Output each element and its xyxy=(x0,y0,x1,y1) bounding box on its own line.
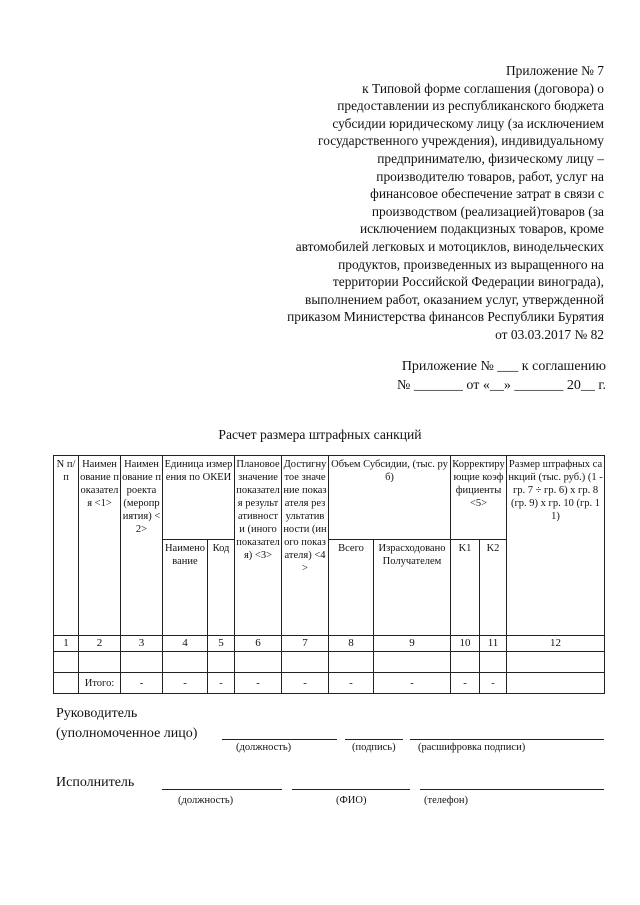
exec-name-line xyxy=(292,789,410,790)
head-signature-line xyxy=(345,739,403,740)
col-number: 4 xyxy=(163,636,208,652)
caption-exec-name: (ФИО) xyxy=(336,795,367,806)
header-line: предоставлении из республиканского бюджета xyxy=(337,98,604,114)
header-line: выполнением работ, оказанием услуг, утвержденной xyxy=(305,291,604,307)
header-line: приказом Министерства финансов Республики Бурятия xyxy=(287,309,604,325)
appendix-number-date-line: № _______ от «__» _______ 20__ г. xyxy=(397,378,606,393)
header-line: продуктов, произведенных из выращенного на xyxy=(338,256,604,272)
total-cell: - xyxy=(451,673,480,694)
caption-exec-phone: (телефон) xyxy=(424,795,468,806)
head-decoding-line xyxy=(410,739,604,740)
appendix-line: Приложение № ___ к соглашению xyxy=(401,359,606,374)
caption-position: (должность) xyxy=(236,742,292,753)
table-cell xyxy=(235,652,282,673)
col-number: 3 xyxy=(121,636,163,652)
header-n: N п/п xyxy=(54,456,79,636)
penalty-calculation-table xyxy=(53,455,605,694)
table-cell xyxy=(480,652,507,673)
col-number: 10 xyxy=(451,636,480,652)
total-cell: - xyxy=(374,673,451,694)
caption-signature-decoding: (расшифровка подписи) xyxy=(418,742,526,753)
total-cell: - xyxy=(329,673,374,694)
col-number: 5 xyxy=(208,636,235,652)
exec-phone-line xyxy=(420,789,604,790)
total-cell: - xyxy=(480,673,507,694)
total-row xyxy=(54,673,605,694)
header-line: автомобилей легковых и мотоциклов, винодельческих xyxy=(295,238,604,254)
table-cell xyxy=(374,652,451,673)
header-unit-code: Код xyxy=(208,540,235,636)
header-k1: K1 xyxy=(451,540,480,636)
head-label: Руководитель xyxy=(56,706,138,721)
header-achieved-value: Достигнутое значение показателя результативности (иного показателя) <4> xyxy=(282,456,329,636)
header-line: к Типовой форме соглашения (договора) о xyxy=(362,80,604,96)
header-line: предпринимателю, физическому лицу – xyxy=(377,150,604,166)
header-subsidy-total: Всего xyxy=(329,540,374,636)
total-cell: - xyxy=(121,673,163,694)
col-number: 11 xyxy=(480,636,507,652)
caption-exec-position: (должность) xyxy=(178,795,234,806)
header-unit-name: Наименование xyxy=(163,540,208,636)
exec-position-line xyxy=(162,789,282,790)
col-number: 12 xyxy=(507,636,605,652)
header-line: Приложение № 7 xyxy=(505,63,604,78)
table-cell xyxy=(451,652,480,673)
table-cell xyxy=(507,652,605,673)
table-header-row xyxy=(54,456,605,540)
header-k2: K2 xyxy=(480,540,507,636)
total-cell: - xyxy=(208,673,235,694)
total-cell xyxy=(54,673,79,694)
header-line: исключением подакцизных товаров, кроме xyxy=(359,221,604,237)
col-number: 6 xyxy=(235,636,282,652)
header-line: от 03.03.2017 № 82 xyxy=(495,326,604,342)
appendix-header xyxy=(204,62,604,344)
total-cell: - xyxy=(235,673,282,694)
header-coefficients: Корректирующие коэффициенты <5> xyxy=(451,456,507,540)
column-numbers-row xyxy=(54,636,605,652)
caption-signature: (подпись) xyxy=(352,742,396,753)
header-subsidy-volume: Объем Субсидии, (тыс. руб) xyxy=(329,456,451,540)
header-line: производителю товаров, работ, услуг на xyxy=(376,168,604,184)
table-cell xyxy=(79,652,121,673)
header-project-name: Наименование проекта (мероприятия) <2> xyxy=(121,456,163,636)
header-plan-value: Плановое значение показателя результативности (иного показателя) <3> xyxy=(235,456,282,636)
table-cell xyxy=(163,652,208,673)
header-line: субсидии юридическому лицу (за исключением xyxy=(332,115,604,131)
table-row xyxy=(54,652,605,673)
col-number: 1 xyxy=(54,636,79,652)
header-line: государственного учреждения), индивидуальному xyxy=(318,133,604,149)
table-cell xyxy=(329,652,374,673)
header-line: производством (реализацией)товаров (за xyxy=(371,203,604,219)
col-number: 8 xyxy=(329,636,374,652)
document-title: Расчет размера штрафных санкций xyxy=(218,427,422,442)
header-subsidy-spent: Израсходовано Получателем xyxy=(374,540,451,636)
table-cell xyxy=(282,652,329,673)
table-cell xyxy=(54,652,79,673)
head-position-line xyxy=(222,739,337,740)
header-line: финансовое обеспечение затрат в связи с xyxy=(370,186,604,202)
table-cell xyxy=(208,652,235,673)
total-cell: - xyxy=(282,673,329,694)
executor-label: Исполнитель xyxy=(56,775,135,790)
header-line: территории Российской Федерации винограда), xyxy=(332,274,604,290)
header-penalty-size: Размер штрафных санкций (тыс. руб.) (1 - гр. 7 ÷ гр. 6) x гр. 8 (гр. 9) x гр. 10 (гр. 11) xyxy=(507,456,605,636)
col-number: 2 xyxy=(79,636,121,652)
table-cell xyxy=(121,652,163,673)
head-label-authorized: (уполномоченное лицо) xyxy=(56,726,198,741)
col-number: 9 xyxy=(374,636,451,652)
total-cell: - xyxy=(163,673,208,694)
col-number: 7 xyxy=(282,636,329,652)
total-cell xyxy=(507,673,605,694)
header-indicator-name: Наименование показателя <1> xyxy=(79,456,121,636)
agreement-appendix-ref xyxy=(397,357,606,395)
header-unit: Единица измерения по ОКЕИ xyxy=(163,456,235,540)
total-label: Итого: xyxy=(79,673,121,694)
